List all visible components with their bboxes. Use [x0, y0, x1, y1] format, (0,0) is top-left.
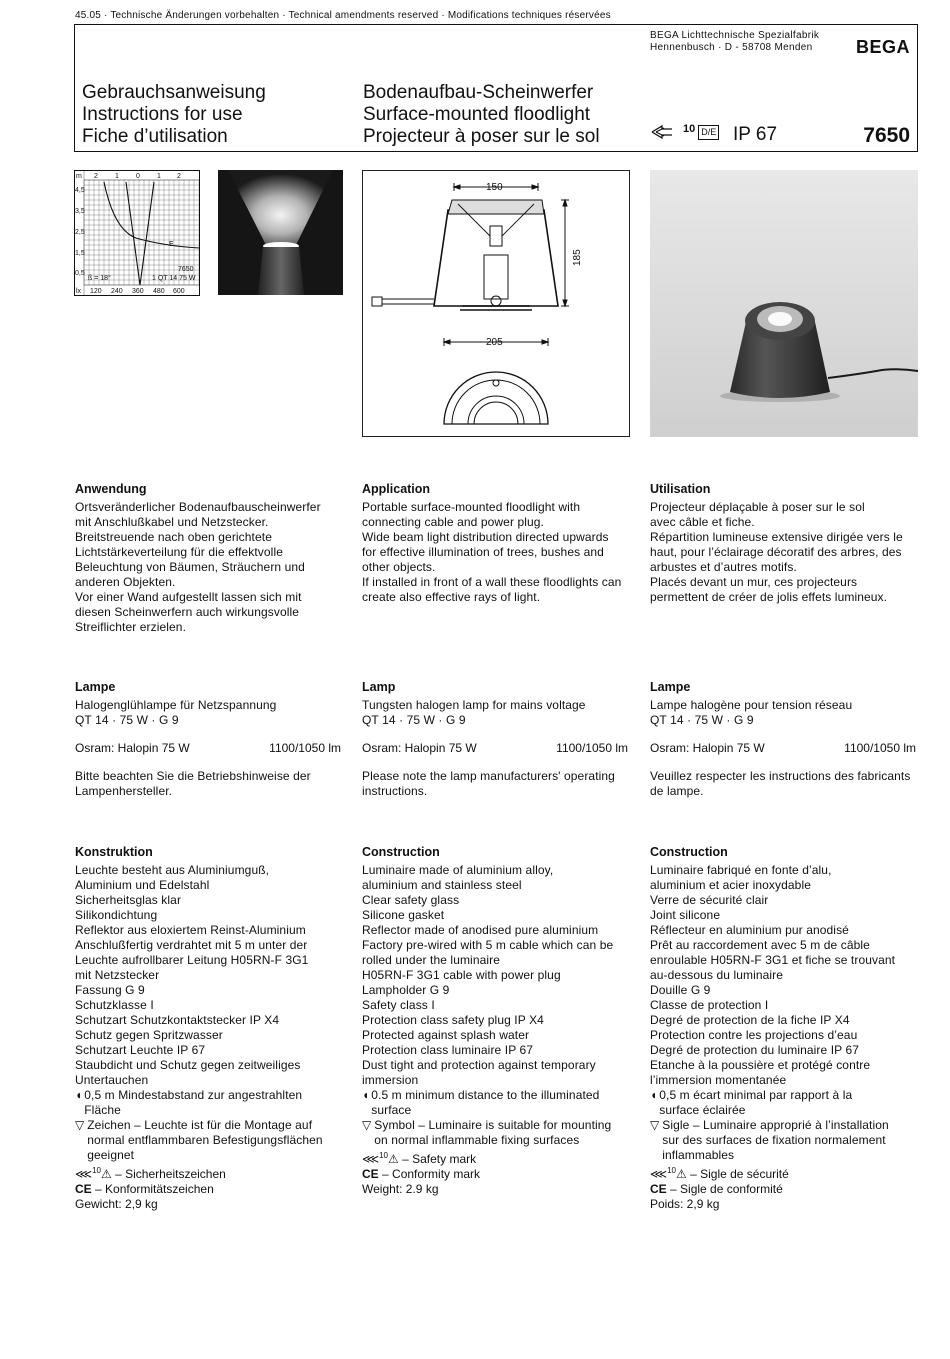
lamp-lumen: 1100/1050 lm	[556, 741, 628, 755]
safety-text: – Safety mark	[402, 1152, 477, 1166]
fixing-line	[75, 1118, 345, 1163]
section-heading: Lampe	[650, 680, 691, 694]
distance-text: 0.5 m minimum distance to the illuminated surface	[371, 1088, 600, 1117]
doc-title-de: Gebrauchsanweisung	[82, 82, 266, 103]
distance-line	[75, 1088, 345, 1118]
distance-line	[650, 1088, 920, 1118]
application-fr	[650, 482, 920, 605]
beam-photo	[218, 170, 343, 295]
product-title-en: Surface-mounted floodlight	[363, 104, 591, 125]
lamp-en	[362, 680, 628, 799]
product-photo	[650, 170, 918, 437]
safety-mark-icon: ⋘$^{10}$⚠	[75, 1166, 112, 1181]
triangle-f-icon: ▽	[362, 1118, 372, 1132]
section-heading: Construction	[362, 845, 440, 859]
dimension-height: 185	[572, 249, 583, 266]
doc-title-en: Instructions for use	[82, 104, 243, 125]
product-title-fr: Projecteur à poser sur le sol	[363, 126, 600, 147]
company-location: Hennenbusch · D - 58708 Menden	[650, 42, 813, 53]
safety-line	[75, 1163, 345, 1182]
construction-text: Luminaire made of aluminium alloy, aluminium and stainless steel Clear safety glass Silicone gasket Reflector made of anodised pure aluminium Factory pre-wired with 5 m cable which can be rolled under the luminaire H05RN-F 3G1 cable with power plug Lampholder G 9 Safety class I Protection class safety plug IP X4 Protected against splash water Protection class luminaire IP 67 Dust tight and protection against temporary immersion	[362, 863, 614, 1087]
section-text: Ortsveränderlicher Bodenaufbauscheinwerfer mit Anschlußkabel und Netzstecker. Breitstreuende nach oben gerichtete Lichtstärkeverteilung für die effektvolle Beleuchtung von Bäumen, Sträuchern und anderen Objekten. Vor einer Wand aufgestellt lassen sich mit diesen Scheinwerfern auch wirkungsvolle Streiflichter erzielen.	[75, 500, 321, 634]
chart-x-tick: 360	[132, 288, 144, 295]
curve-label: E	[169, 241, 174, 248]
safety-text: – Sigle de sécurité	[690, 1167, 789, 1181]
chart-y-tick: 2,5	[75, 229, 85, 236]
lamp-type: Halogenglühlampe für Netzspannung QT 14 · 75 W · G 9	[75, 698, 277, 727]
company-address	[650, 30, 819, 54]
lamp-type: Lampe halogène pour tension réseau QT 14 · 75 W · G 9	[650, 698, 853, 727]
section-text: Projecteur déplaçable à poser sur le sol avec câble et fiche. Répartition lumineuse extensive dirigée vers le haut, pour l’éclairage décoratif des arbres, des arbustes et d’autres motifs. Placés devant un mur, ces projecteurs permettent de créer de jolis effets lumineux.	[650, 500, 903, 604]
lamp-name: Osram: Halopin 75 W	[75, 741, 190, 755]
dimension-top: 150	[486, 182, 503, 193]
distance-text: 0,5 m Mindestabstand zur angestrahlten Fläche	[84, 1088, 303, 1117]
ce-text: – Konformitätszeichen	[95, 1182, 214, 1196]
distance-symbol-icon: ◖	[75, 1088, 83, 1102]
lamp-de	[75, 680, 341, 799]
ce-text: – Conformity mark	[382, 1167, 481, 1181]
construction-text: Luminaire fabriqué en fonte d’alu, aluminium et acier inoxydable Verre de sécurité clair Joint silicone Réflecteur en aluminium pur anodisé Prêt au raccordement avec 5 m de câble enroulable H05RN-F 3G1 et fiche se trouvant au-dessous du luminaire Douille G 9 Classe de protection I Degré de protection de la fiche IP X4 Protection contre les projections d’eau Degré de protection du luminaire IP 67 Etanche à la poussière et protégé contre l’immersion momentanée	[650, 863, 896, 1087]
ce-mark-icon: CE	[75, 1182, 92, 1196]
chart-top-tick: 0	[136, 173, 140, 180]
construction-en	[362, 845, 632, 1197]
distance-line	[362, 1088, 632, 1118]
chart-x-tick: 480	[153, 288, 165, 295]
light-distribution-chart	[74, 170, 200, 296]
ce-line	[75, 1182, 345, 1197]
company-name: BEGA Lichttechnische Spezialfabrik	[650, 30, 820, 41]
chart-y-tick: 0,5	[75, 270, 85, 277]
ce-mark-icon: CE	[362, 1167, 379, 1181]
dimension-base: 205	[486, 337, 503, 348]
application-de	[75, 482, 345, 635]
ce-text: – Sigle de conformité	[670, 1182, 783, 1196]
section-heading: Lampe	[75, 680, 116, 694]
application-en	[362, 482, 632, 605]
ce-line	[650, 1182, 920, 1197]
lamp-label: 1 QT 14 75 W	[152, 275, 196, 282]
fixing-text: Sigle – Luminaire approprié à l’installation sur des surfaces de fixation normalement inflammables	[662, 1118, 889, 1162]
chart-y-tick: 3,5	[75, 208, 85, 215]
lamp-type: Tungsten halogen lamp for mains voltage QT 14 · 75 W · G 9	[362, 698, 586, 727]
fixing-line	[650, 1118, 920, 1163]
section-text: Portable surface-mounted floodlight with connecting cable and power plug. Wide beam light distribution directed upwards for effective illumination of trees, bushes and other objects. If installed in front of a wall these floodlights can create also effective rays of light.	[362, 500, 622, 604]
lamp-name: Osram: Halopin 75 W	[650, 741, 765, 755]
lamp-lumen: 1100/1050 lm	[844, 741, 916, 755]
certification-marks	[650, 124, 719, 140]
fixing-text: Zeichen – Leuchte ist für die Montage auf normal entflammbaren Befestigungsflächen geeignet	[87, 1118, 323, 1162]
doc-title-fr: Fiche d’utilisation	[82, 126, 228, 147]
chart-x-unit: lx	[76, 288, 82, 295]
chart-top-tick: 2	[177, 173, 181, 180]
triangle-f-icon: ▽	[75, 1118, 85, 1132]
chart-y-unit: m	[76, 173, 82, 180]
safety-mark-number: 10	[683, 123, 696, 135]
chart-x-tick: 240	[111, 288, 123, 295]
triangle-f-icon: ▽	[650, 1118, 660, 1132]
weight: Gewicht: 2,9 kg	[75, 1197, 158, 1211]
lamp-spec-row	[75, 741, 341, 756]
ip-rating: IP 67	[733, 124, 778, 145]
weight: Poids: 2,9 kg	[650, 1197, 720, 1211]
chart-top-tick: 2	[94, 173, 98, 180]
lamp-spec-row	[650, 741, 916, 756]
safety-mark-icon	[650, 124, 680, 140]
product-title	[363, 82, 600, 148]
chart-x-tick: 120	[90, 288, 102, 295]
safety-text: – Sicherheitszeichen	[115, 1167, 226, 1181]
section-heading: Construction	[650, 845, 728, 859]
construction-de	[75, 845, 345, 1212]
construction-fr	[650, 845, 920, 1212]
angle-label: ß = 18°	[88, 275, 111, 282]
document-title	[82, 82, 266, 148]
weight: Weight: 2.9 kg	[362, 1182, 439, 1196]
section-heading: Lamp	[362, 680, 396, 694]
lamp-note: Bitte beachten Sie die Betriebshinweise der Lampenhersteller.	[75, 769, 311, 798]
distance-symbol-icon: ◖	[362, 1088, 370, 1102]
chart-top-tick: 1	[115, 173, 119, 180]
lamp-note: Please note the lamp manufacturers' operating instructions.	[362, 769, 615, 798]
safety-mark-icon: ⋘$^{10}$⚠	[650, 1166, 687, 1181]
safety-line	[362, 1148, 632, 1167]
ce-line	[362, 1167, 632, 1182]
product-title-de: Bodenaufbau-Scheinwerfer	[363, 82, 594, 103]
lamp-note: Veuillez respecter les instructions des fabricants de lampe.	[650, 769, 911, 798]
section-heading: Application	[362, 482, 431, 496]
section-heading: Anwendung	[75, 482, 147, 496]
revision-line: 45.05 · Technische Änderungen vorbehalten · Technical amendments reserved · Modifications techniques réservées	[75, 10, 611, 21]
section-heading: Utilisation	[650, 482, 711, 496]
chart-y-tick: 1,5	[75, 250, 85, 257]
fixing-text: Symbol – Luminaire is suitable for mounting on normal inflammable fixing surfaces	[374, 1118, 612, 1147]
fixing-line	[362, 1118, 632, 1148]
de-mark-icon: D/E	[698, 125, 719, 140]
lamp-lumen: 1100/1050 lm	[269, 741, 341, 755]
lamp-fr	[650, 680, 916, 799]
model-label: 7650	[178, 266, 194, 273]
chart-x-tick: 600	[173, 288, 185, 295]
distance-symbol-icon: ◖	[650, 1088, 658, 1102]
chart-y-tick: 4,5	[75, 187, 85, 194]
lamp-spec-row	[362, 741, 628, 756]
product-number: 7650	[863, 124, 910, 147]
ce-mark-icon: CE	[650, 1182, 667, 1196]
safety-mark-icon: ⋘$^{10}$⚠	[362, 1151, 399, 1166]
safety-line	[650, 1163, 920, 1182]
construction-text: Leuchte besteht aus Aluminiumguß, Aluminium und Edelstahl Sicherheitsglas klar Silikondichtung Reflektor aus eloxiertem Reinst-Aluminium Anschlußfertig verdrahtet mit 5 m unter der Leuchte aufrollbarer Leitung H05RN-F 3G1 mit Netzstecker Fassung G 9 Schutzklasse I Schutzart Schutzkontaktstecker IP X4 Schutz gegen Spritzwasser Schutzart Leuchte IP 67 Staubdicht und Schutz gegen zeitweiliges Untertauchen	[75, 863, 309, 1087]
distance-text: 0,5 m écart minimal par rapport à la surface éclairée	[659, 1088, 853, 1117]
lamp-name: Osram: Halopin 75 W	[362, 741, 477, 755]
technical-drawing	[362, 170, 630, 437]
section-heading: Konstruktion	[75, 845, 153, 859]
chart-top-tick: 1	[157, 173, 161, 180]
bega-logo: BEGA	[855, 37, 910, 57]
